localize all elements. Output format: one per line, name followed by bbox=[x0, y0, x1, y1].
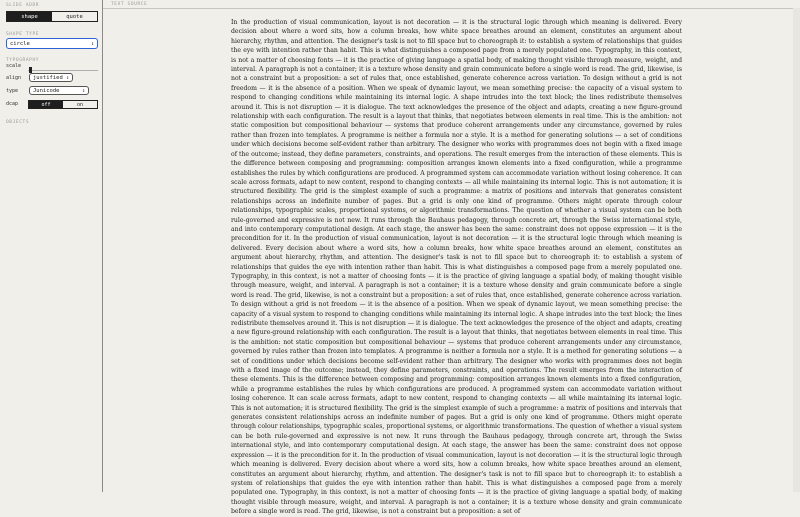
shape-type-title: SHAPE TYPE bbox=[6, 32, 40, 37]
scale-slider[interactable] bbox=[28, 68, 98, 72]
dcap-on-button[interactable]: on bbox=[76, 101, 84, 108]
shape-type-value: circle bbox=[10, 40, 30, 47]
scale-slider-track bbox=[28, 70, 98, 71]
text-block: In the production of visual communication, layout is not decoration — it is the structural logic through which meaning is delivered. Every decision about where a word sits, how a column breaks, how white space breathes around an element, constitutes an argument about hierarchy, rhythm, and attention. The designer's task is not to fill space but to choreograph it: to establish a system of relationships that guides the eye with intention rather than habit. This is what distinguishes a composed page from a merely populated one. Typography, in this context, is not a matter of choosing fonts — it is the practice of giving language a spatial body, of making thought visible through measure, weight, and interval. A paragraph is not a container; it is a texture whose density and grain communicate before a single word is read. The grid, likewise, is not a constraint but a proposition: a set of rules that, once established, generate coherence across variation. To design without a grid is not freedom — it is the absence of a position. When we speak of dynamic layout, we mean something precise: the capacity of a visual system to respond to changing conditions while maintaining its internal logic. A shape intrudes into the text block; the lines redistribute themselves around it. This is not disruption — it is dialogue. The text acknowledges the presence of the object and adapts, creating a new figure-ground relationship with each configuration. The result is a layout that thinks, that negotiates between elements in real time. This is the ambition: not static composition but compositional behaviour — systems that produce coherent arrangements under any circumstance, governed by rules rather than frozen into templates. A programme is neither a formula nor a style. It is a method for generating solutions — a set of conditions under which decisions become self-evident rather than arbitrary. The designer who works with programmes does not begin with a fixed image of the outcome; instead, they define parameters, constraints, and operations. The result emerges from the interaction of these elements. This is the difference between composing and programming: composition arranges known elements into a fixed configuration, while a programme establishes the rules by which configurations are produced. A programmed system can accommodate variation without losing coherence. It can scale across formats, adapt to new content, respond to changing contexts — all while maintaining its internal logic. This is not automation; it is structured flexibility. The grid is the simplest example of such a programme: a matrix of positions and intervals that generates consistent relationships across an indefinite number of pages. But a grid is only one kind of programme. Others might operate through colour relationships, typographic scales, proportional systems, or algorithmic transformations. The question of whether a visual system can be both rule-governed and expressive is not new. It runs through the Bauhaus pedagogy, through concrete art, through the Swiss international style, and into contemporary computational design. At each stage, the answer has been the same: constraint does not oppose expression — it is the precondition for it. In the production of visual communication, layout is not decoration — it is the structural logic through which meaning is delivered. Every decision about where a word sits, how a column breaks, how white space breathes around an element, constitutes an argument about hierarchy, rhythm, and attention. The designer's task is not to fill space but to choreograph it: to establish a system of relationships that guides the eye with intention rather than habit. This is what distinguishes a composed page from a merely populated one. Typography, in this context, is not a matter of choosing fonts — it is the practice of giving language a spatial body, of making thought visible through measure, weight, and interval. A paragraph is not a container; it is a texture whose density and grain communicate before a single word is read. The grid, likewise, is not a constraint but a proposition: a set of rules that, once established, generate coherence across variation. To design without a grid is not freedom — it is the absence of a position. When we speak of dynamic layout, we mean something precise: the capacity of a visual system to respond to changing conditions while maintaining its internal logic. A shape intrudes into the text block; the lines redistribute themselves around it. This is not disruption — it is dialogue. The text acknowledges the presence of the object and adapts, creating a new figure-ground relationship with each configuration. The result is a layout that thinks, that negotiates between elements in real time. This is the ambition: not static composition but compositional behaviour — systems that produce coherent arrangements under any circumstance, governed by rules rather than frozen into templates. A programme is neither a formula nor a style. It is a method for generating solutions — a set of conditions under which decisions become self-evident rather than arbitrary. The designer who works with programmes does not begin with a fixed image of the outcome; instead, they define parameters, constraints, and operations. The result emerges from the interaction of these elements. This is the difference between composing and programming: composition arranges known elements into a fixed configuration, while a programme establishes the rules by which configurations are produced. A programmed system can accommodate variation without losing coherence. It can scale across formats, adapt to new content, respond to changing contexts — all while maintaining its internal logic. This is not automation; it is structured flexibility. The grid is the simplest example of such a programme: a matrix of positions and intervals that generates consistent relationships across an indefinite number of pages. But a grid is only one kind of programme. Others might operate through colour relationships, typographic scales, proportional systems, or algorithmic transformations. The question of whether a visual system can be both rule-governed and expressive is not new. It runs through the Bauhaus pedagogy, through concrete art, through the Swiss international style, and into contemporary computational design. At each stage, the answer has been the same: constraint does not oppose expression — it is the precondition for it. In the production of visual communication, layout is not decoration — it is the structural logic through which meaning is delivered. Every decision about where a word sits, how a column breaks, how white space breathes around an element, constitutes an argument about hierarchy, rhythm, and attention. The designer's task is not to fill space but to choreograph it: to establish a system of relationships that guides the eye with intention rather than habit. This is what distinguishes a composed page from a merely populated one. Typography, in this context, is not a matter of choosing fonts — it is the practice of giving language a spatial body, of making thought visible through measure, weight, and interval. A paragraph is not a container; it is a texture whose density and grain communicate before a single word is read. The grid, likewise, is not a constraint but a proposition: a set of bbox=[231, 19, 682, 516]
type-value: Junicode bbox=[33, 87, 60, 94]
type-label: type bbox=[6, 88, 19, 94]
text-source-title: TEXT SOURCE bbox=[111, 2, 148, 7]
dcap-label: dcap bbox=[6, 101, 19, 107]
dcap-off-button[interactable]: off bbox=[29, 101, 63, 108]
scrollbar[interactable] bbox=[793, 8, 800, 492]
chevron-updown-icon: ↕ bbox=[90, 40, 94, 47]
slide-addr-title: SLIDE ADDR bbox=[6, 3, 40, 8]
header-divider bbox=[103, 8, 800, 9]
align-value: justified bbox=[33, 74, 63, 81]
tab-quote[interactable]: quote bbox=[66, 13, 83, 20]
scale-label: scale bbox=[6, 63, 22, 69]
align-label: align bbox=[6, 75, 22, 81]
type-select[interactable] bbox=[29, 86, 89, 95]
typography-title: TYPOGRAPHY bbox=[6, 58, 40, 63]
objects-title: OBJECTS bbox=[6, 120, 30, 125]
dcap-toggle bbox=[28, 100, 98, 109]
sidebar bbox=[0, 0, 103, 492]
align-select[interactable] bbox=[29, 73, 73, 82]
chevron-updown-icon: ↕ bbox=[65, 74, 69, 81]
mode-tabs bbox=[6, 11, 98, 22]
chevron-updown-icon: ↕ bbox=[81, 87, 85, 94]
shape-type-select[interactable] bbox=[6, 38, 98, 49]
tab-shape[interactable]: shape bbox=[7, 12, 52, 21]
